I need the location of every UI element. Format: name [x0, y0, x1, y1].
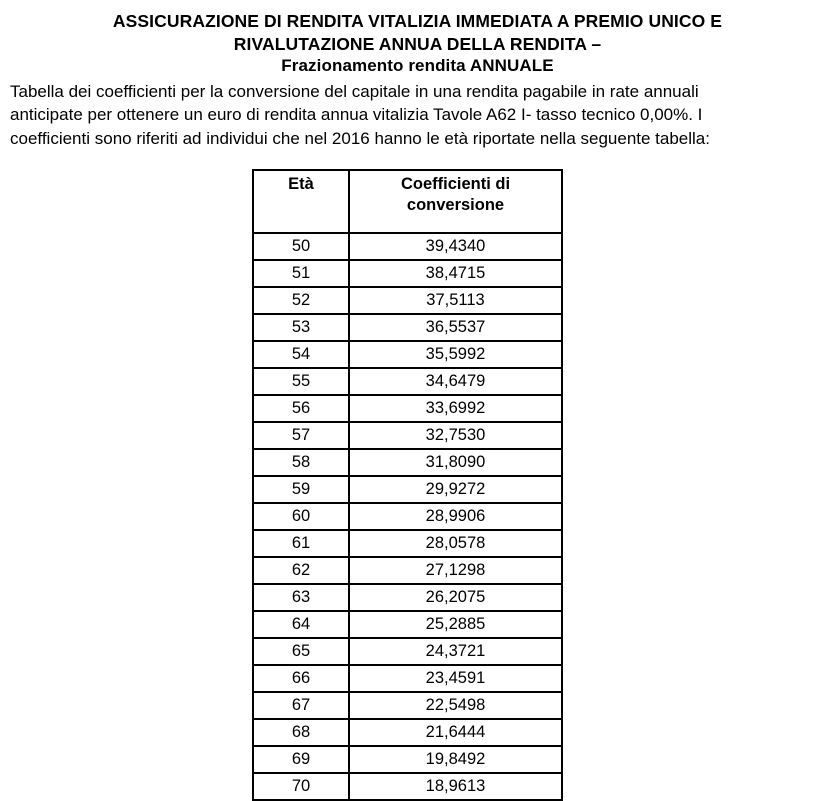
- table-row: [253, 692, 562, 719]
- intro-line-1: Tabella dei coefficienti per la conversione del capitale in una rendita pagabile in rate annuali: [10, 81, 699, 101]
- table-row: [253, 395, 562, 422]
- table-row: [253, 476, 562, 503]
- title-line-3: Frazionamento rendita ANNUALE: [281, 56, 554, 75]
- table-row: [253, 314, 562, 341]
- cell-age: 62: [253, 557, 349, 584]
- table-row: [253, 584, 562, 611]
- table-row: [253, 368, 562, 395]
- table-row: [253, 611, 562, 638]
- cell-age: 69: [253, 746, 349, 773]
- cell-coefficient: 28,9906: [349, 503, 562, 530]
- cell-coefficient: 31,8090: [349, 449, 562, 476]
- cell-coefficient: 19,8492: [349, 746, 562, 773]
- intro-line-2: anticipate per ottenere un euro di rendita annua vitalizia Tavole A62 I- tasso tecnico 0,00%. I: [10, 105, 703, 124]
- title-line-2: RIVALUTAZIONE ANNUA DELLA RENDITA –: [233, 33, 602, 54]
- cell-coefficient: 36,5537: [349, 314, 562, 341]
- cell-age: 70: [253, 773, 349, 800]
- table-row: [253, 557, 562, 584]
- cell-age: 57: [253, 422, 349, 449]
- cell-coefficient: 23,4591: [349, 665, 562, 692]
- table-body: [253, 233, 562, 800]
- table-row: [253, 341, 562, 368]
- coefficients-table-wrapper: [252, 169, 563, 801]
- cell-age: 50: [253, 233, 349, 260]
- cell-age: 51: [253, 260, 349, 287]
- table-row: [253, 287, 562, 314]
- cell-coefficient: 26,2075: [349, 584, 562, 611]
- cell-coefficient: 33,6992: [349, 395, 562, 422]
- title-line-1: ASSICURAZIONE DI RENDITA VITALIZIA IMMEDIATA A PREMIO UNICO E: [112, 11, 723, 31]
- cell-coefficient: 38,4715: [349, 260, 562, 287]
- cell-age: 54: [253, 341, 349, 368]
- table-row: [253, 422, 562, 449]
- cell-coefficient: 34,6479: [349, 368, 562, 395]
- column-header-coefficient-line1: Coefficienti di: [400, 175, 511, 193]
- table-row: [253, 719, 562, 746]
- cell-coefficient: 22,5498: [349, 692, 562, 719]
- cell-age: 64: [253, 611, 349, 638]
- cell-age: 60: [253, 503, 349, 530]
- table-head: [253, 170, 562, 233]
- cell-age: 65: [253, 638, 349, 665]
- table-row: [253, 665, 562, 692]
- cell-age: 66: [253, 665, 349, 692]
- table-row: [253, 638, 562, 665]
- cell-age: 58: [253, 449, 349, 476]
- table-row: [253, 530, 562, 557]
- cell-coefficient: 25,2885: [349, 611, 562, 638]
- table-row: [253, 503, 562, 530]
- column-header-coefficient: [349, 170, 562, 233]
- cell-age: 55: [253, 368, 349, 395]
- cell-coefficient: 35,5992: [349, 341, 562, 368]
- intro-paragraph: [0, 78, 835, 151]
- table-row: [253, 260, 562, 287]
- table-row: [253, 773, 562, 800]
- table-row: [253, 233, 562, 260]
- cell-age: 63: [253, 584, 349, 611]
- table-header-row: [253, 170, 562, 233]
- cell-age: 61: [253, 530, 349, 557]
- cell-coefficient: 29,9272: [349, 476, 562, 503]
- document-title: [34, 0, 801, 78]
- cell-coefficient: 39,4340: [349, 233, 562, 260]
- intro-line-3: coefficienti sono riferiti ad individui che nel 2016 hanno le età riportate nella seguente tabella:: [10, 128, 710, 148]
- cell-coefficient: 18,9613: [349, 773, 562, 800]
- cell-age: 67: [253, 692, 349, 719]
- cell-coefficient: 28,0578: [349, 530, 562, 557]
- cell-age: 59: [253, 476, 349, 503]
- cell-coefficient: 37,5113: [349, 287, 562, 314]
- cell-age: 68: [253, 719, 349, 746]
- cell-age: 52: [253, 287, 349, 314]
- column-header-coefficient-line2: conversione: [406, 196, 505, 214]
- table-row: [253, 746, 562, 773]
- cell-age: 56: [253, 395, 349, 422]
- column-header-age: Età: [253, 170, 349, 233]
- table-row: [253, 449, 562, 476]
- cell-coefficient: 32,7530: [349, 422, 562, 449]
- cell-coefficient: 21,6444: [349, 719, 562, 746]
- cell-coefficient: 24,3721: [349, 638, 562, 665]
- cell-age: 53: [253, 314, 349, 341]
- cell-coefficient: 27,1298: [349, 557, 562, 584]
- coefficients-table: [252, 169, 563, 801]
